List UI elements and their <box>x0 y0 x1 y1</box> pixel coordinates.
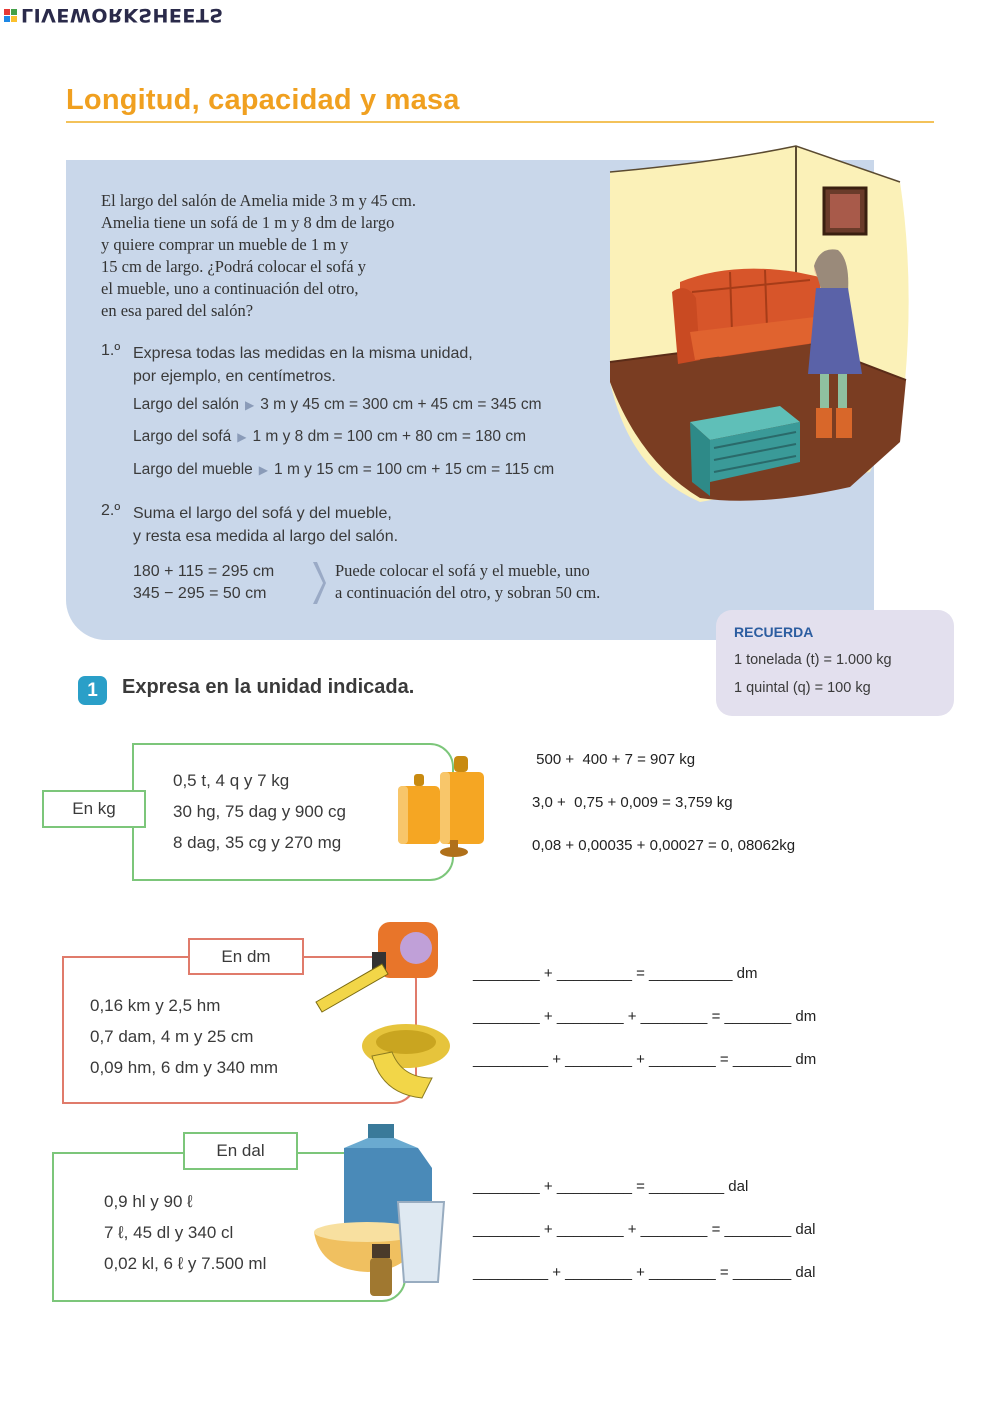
item-dal-2: 7 ℓ, 45 dl y 340 cl <box>104 1223 234 1242</box>
measure-value: 3 m y 45 cm = 300 cm + 45 cm = 345 cm <box>260 396 542 413</box>
problem-line: Amelia tiene un sofá de 1 m y 8 dm de largo <box>101 213 395 232</box>
answer-dm-1[interactable]: ________ + _________ = __________ dm <box>473 965 758 982</box>
item-kg-3: 8 dag, 35 cg y 270 mg <box>173 833 342 852</box>
answer-dal-1[interactable]: ________ + _________ = _________ dal <box>473 1178 749 1195</box>
item-dm-1: 0,16 km y 2,5 hm <box>90 996 221 1015</box>
triangle-right-icon: ▶ <box>258 463 269 477</box>
exercise-title: Expresa en la unidad indicada. <box>122 676 415 698</box>
step1-line: Expresa todas las medidas en la misma unidad, <box>133 345 473 362</box>
recuerda-tonelada: 1 tonelada (t) = 1.000 kg <box>734 652 892 668</box>
measure-label: Largo del salón <box>133 396 239 413</box>
step1-line: por ejemplo, en centímetros. <box>133 368 336 385</box>
step2-number: 2.º <box>101 502 121 519</box>
item-dal-3: 0,02 kl, 6 ℓ y 7.500 ml <box>104 1254 267 1273</box>
measure-salon <box>133 396 542 414</box>
tag-dm: En dm <box>188 938 304 975</box>
dm-items <box>90 990 278 1083</box>
living-room-illustration <box>600 142 920 504</box>
tag-dal: En dal <box>183 1132 298 1170</box>
step2-line: y resta esa medida al largo del salón. <box>133 528 399 545</box>
item-kg-2: 30 hg, 75 dag y 900 cg <box>173 802 346 821</box>
bracket-arrow-icon <box>311 560 327 606</box>
measure-mueble <box>133 461 554 479</box>
measure-label: Largo del mueble <box>133 461 253 478</box>
kg-items <box>173 765 346 858</box>
measuring-tape-icon <box>312 918 458 1104</box>
item-kg-1: 0,5 t, 4 q y 7 kg <box>173 771 290 790</box>
calc-diff: 345 − 295 = 50 cm <box>133 585 267 602</box>
triangle-right-icon: ▶ <box>237 430 247 444</box>
measure-value: 1 m y 8 dm = 100 cm + 80 cm = 180 cm <box>252 428 527 445</box>
recuerda-quintal: 1 quintal (q) = 100 kg <box>734 680 871 696</box>
item-dal-1: 0,9 hl y 90 ℓ <box>104 1192 193 1211</box>
triangle-right-icon: ▶ <box>245 398 255 412</box>
calculation <box>133 561 274 605</box>
measure-label: Largo del sofá <box>133 428 232 445</box>
dal-items <box>104 1186 266 1279</box>
recuerda-title: RECUERDA <box>734 624 814 640</box>
logo-text: LIVEWORKSHEETS <box>21 4 224 26</box>
step2-line: Suma el largo del sofá y del mueble, <box>133 505 392 522</box>
measure-value: 1 m y 15 cm = 100 cm + 15 cm = 115 cm <box>274 461 555 478</box>
result-line: Puede colocar el sofá y el mueble, uno <box>335 561 590 580</box>
answer-kg-2[interactable]: 3,0 + 0,75 + 0,009 = 3,759 kg <box>532 794 733 811</box>
problem-line: 15 cm de largo. ¿Podrá colocar el sofá y <box>101 257 366 276</box>
weights-icon <box>392 752 498 864</box>
problem-line: El largo del salón de Amelia mide 3 m y 45 cm. <box>101 191 416 210</box>
answer-dm-2[interactable]: ________ + ________ + ________ = ________ dm <box>473 1008 817 1025</box>
step1-number: 1.º <box>101 342 121 359</box>
answer-dal-2[interactable]: ________ + ________ + ________ = ________ dal <box>473 1221 816 1238</box>
result-text <box>335 560 600 604</box>
exercise-number-badge: 1 <box>78 676 107 705</box>
liveworksheets-logo <box>4 4 224 26</box>
result-line: a continuación del otro, y sobran 50 cm. <box>335 583 601 602</box>
answer-kg-1[interactable]: 500 + 400 + 7 = 907 kg <box>532 751 696 768</box>
problem-line: y quiere comprar un mueble de 1 m y <box>101 235 349 254</box>
answer-dal-3[interactable]: _________ + ________ + ________ = _______ dal <box>473 1264 816 1281</box>
step1-text <box>133 342 473 388</box>
measure-sofa <box>133 428 526 446</box>
item-dm-2: 0,7 dam, 4 m y 25 cm <box>90 1027 254 1046</box>
page-title: Longitud, capacidad y masa <box>66 84 460 116</box>
containers-icon <box>308 1122 458 1300</box>
tag-kg: En kg <box>42 790 146 828</box>
item-dm-3: 0,09 hm, 6 dm y 340 mm <box>90 1058 279 1077</box>
title-divider <box>66 121 934 123</box>
logo-squares-icon <box>4 9 17 22</box>
problem-line: el mueble, uno a continuación del otro, <box>101 279 359 298</box>
answer-kg-3[interactable]: 0,08 + 0,00035 + 0,00027 = 0, 08062kg <box>532 837 796 854</box>
problem-line: en esa pared del salón? <box>101 301 254 320</box>
problem-statement <box>101 190 601 322</box>
step2-text <box>133 502 398 548</box>
calc-sum: 180 + 115 = 295 cm <box>133 563 275 580</box>
answer-dm-3[interactable]: _________ + ________ + ________ = _______ dm <box>473 1051 817 1068</box>
